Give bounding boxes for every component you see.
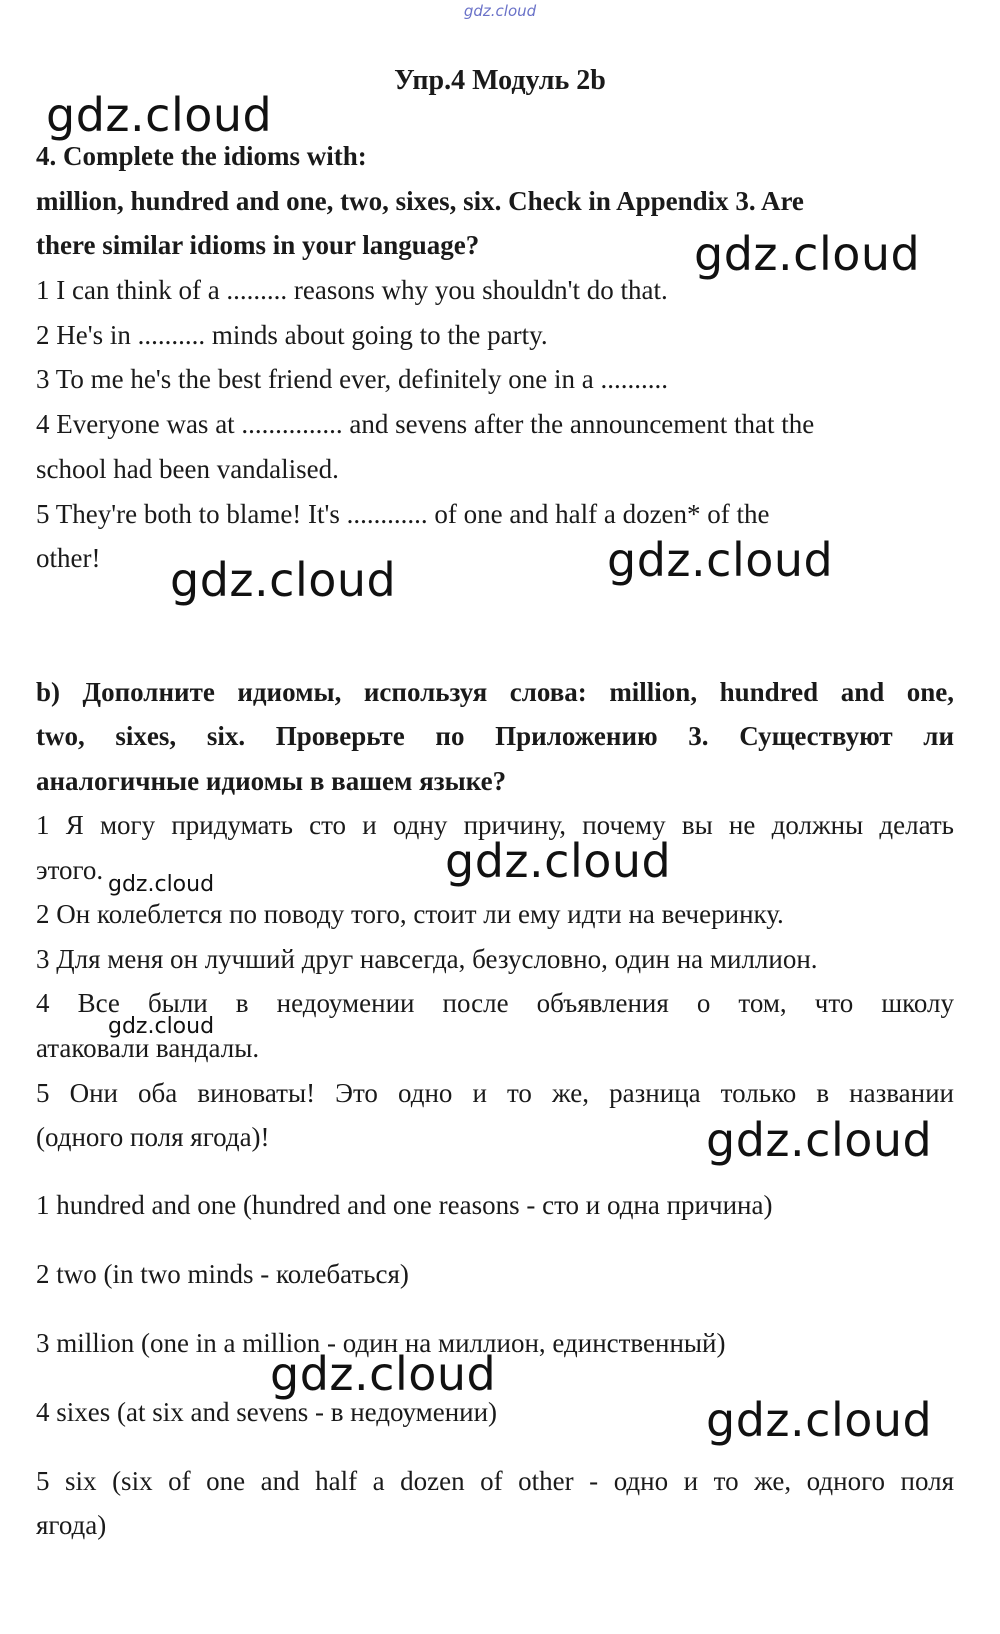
instruction-line-3: there similar idioms in your language? <box>36 230 480 260</box>
english-item-3: 3 To me he's the best friend ever, definitely one in a .......... <box>36 364 668 394</box>
watermark: gdz.cloud <box>170 553 397 607</box>
russian-instruction-line-3: аналогичные идиомы в вашем языке? <box>36 766 507 796</box>
english-item-5: 5 They're both to blame! It's ............ of one and half a dozen* of the <box>36 499 770 529</box>
page-title: Упр.4 Модуль 2b <box>394 65 606 96</box>
russian-item-4: 4 Все были в недоумении после объявления о том, что школу <box>36 988 954 1018</box>
watermark: gdz.cloud <box>607 533 834 587</box>
russian-item-5-cont: (одного поля ягода)! <box>36 1122 270 1152</box>
instruction-line-2: million, hundred and one, two, sixes, six. Check in Appendix 3. Are <box>36 186 804 216</box>
english-item-1: 1 I can think of a ......... reasons why you shouldn't do that. <box>36 275 668 305</box>
russian-item-1-cont: этого. <box>36 855 104 885</box>
answer-1: 1 hundred and one (hundred and one reasons - сто и одна причина) <box>36 1190 773 1220</box>
russian-instruction-line-2: two, sixes, six. Проверьте по Приложению 3. Существуют ли <box>36 721 954 751</box>
english-item-5-cont: other! <box>36 543 101 573</box>
english-item-4: 4 Everyone was at ............... and sevens after the announcement that the <box>36 409 815 439</box>
instruction-line-1: 4. Complete the idioms with: <box>36 141 367 171</box>
answer-5: 5 six (six of one and half a dozen of other - одно и то же, одного поля <box>36 1466 954 1496</box>
answer-5-cont: ягода) <box>36 1510 107 1540</box>
watermark: gdz.cloud <box>46 88 273 142</box>
watermark: gdz.cloud <box>445 834 672 888</box>
watermark: gdz.cloud <box>270 1347 497 1401</box>
answer-4: 4 sixes (at six and sevens - в недоумении) <box>36 1397 498 1427</box>
english-item-4-cont: school had been vandalised. <box>36 454 339 484</box>
russian-item-2: 2 Он колеблется по поводу того, стоит ли ему идти на вечеринку. <box>36 899 784 929</box>
russian-instruction-line-1: b) Дополните идиомы, используя слова: million, hundred and one, <box>36 677 954 707</box>
russian-item-4-cont: атаковали вандалы. <box>36 1033 260 1063</box>
top-watermark: gdz.cloud <box>463 2 537 20</box>
answer-3: 3 million (one in a million - один на миллион, единственный) <box>36 1328 726 1358</box>
russian-item-3: 3 Для меня он лучший друг навсегда, безусловно, один на миллион. <box>36 944 818 974</box>
watermark: gdz.cloud <box>108 872 215 897</box>
watermark: gdz.cloud <box>706 1393 933 1447</box>
watermark: gdz.cloud <box>706 1113 933 1167</box>
watermark: gdz.cloud <box>694 227 921 281</box>
english-item-2: 2 He's in .......... minds about going to the party. <box>36 320 548 350</box>
watermark: gdz.cloud <box>108 1014 215 1039</box>
answer-2: 2 two (in two minds - колебаться) <box>36 1259 409 1289</box>
russian-item-5: 5 Они оба виноваты! Это одно и то же, разница только в названии <box>36 1078 954 1108</box>
russian-item-1: 1 Я могу придумать сто и одну причину, почему вы не должны делать <box>36 810 954 840</box>
